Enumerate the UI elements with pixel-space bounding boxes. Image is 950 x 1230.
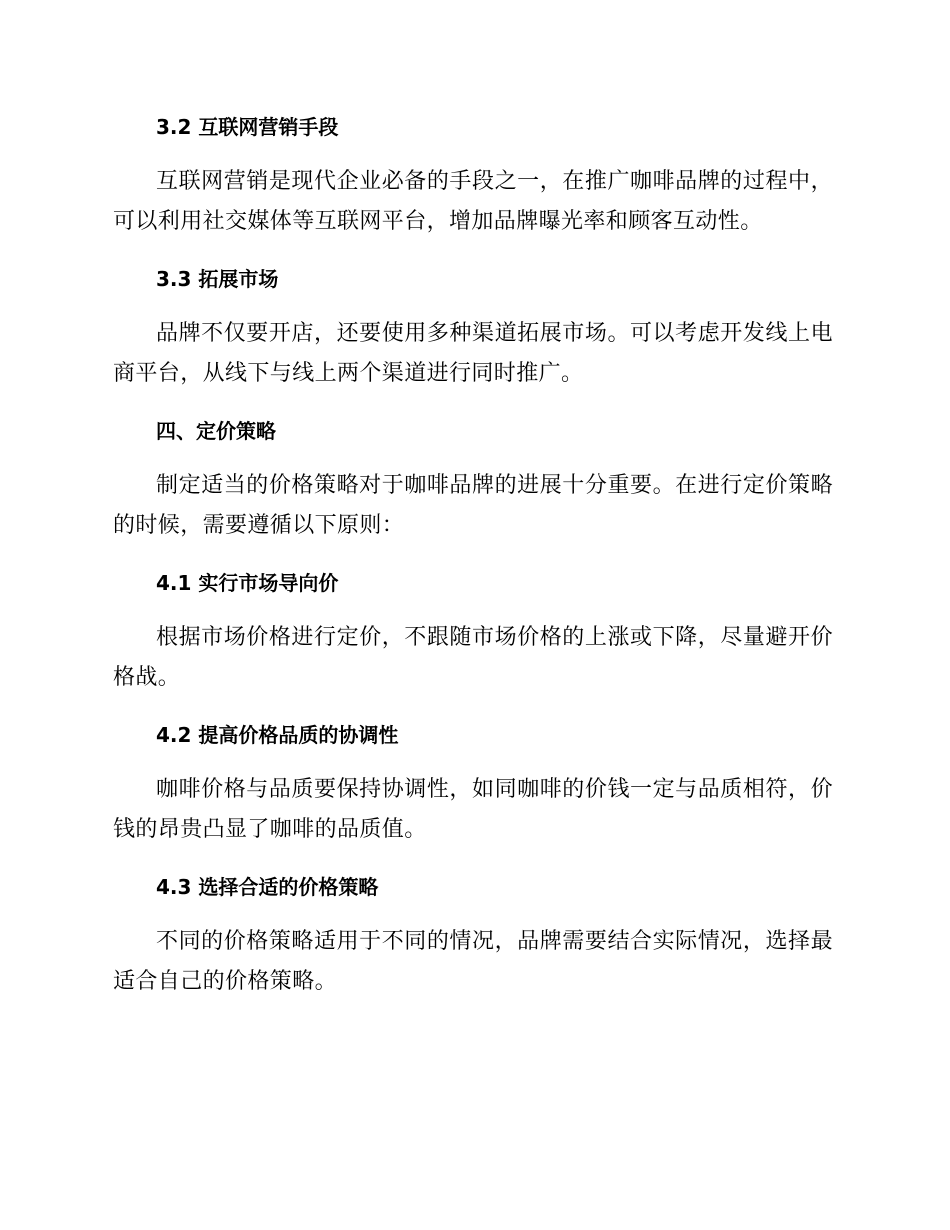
section-heading-4-3: 4.3 选择合适的价格策略 bbox=[156, 875, 379, 899]
section-paragraph-4-3: 不同的价格策略适用于不同的情况，品牌需要结合实际情况，选择最适合自己的价格策略。 bbox=[113, 929, 833, 994]
section-paragraph-4-1: 根据市场价格进行定价，不跟随市场价格的上涨或下降，尽量避开价格战。 bbox=[113, 625, 833, 690]
section-paragraph-4: 制定适当的价格策略对于咖啡品牌的进展十分重要。在进行定价策略的时候，需要遵循以下原则： bbox=[113, 473, 833, 538]
section-heading-3-3: 3.3 拓展市场 bbox=[156, 267, 279, 291]
section-heading-4: 四、定价策略 bbox=[156, 419, 276, 443]
section-paragraph-3-3: 品牌不仅要开店，还要使用多种渠道拓展市场。可以考虑开发线上电商平台，从线下与线上两个渠道进行同时推广。 bbox=[113, 321, 833, 386]
section-paragraph-3-2: 互联网营销是现代企业必备的手段之一，在推广咖啡品牌的过程中，可以利用社交媒体等互联网平台，增加品牌曝光率和顾客互动性。 bbox=[113, 169, 833, 234]
section-heading-3-2: 3.2 互联网营销手段 bbox=[156, 115, 339, 139]
section-paragraph-4-2: 咖啡价格与品质要保持协调性，如同咖啡的价钱一定与品质相符，价钱的昂贵凸显了咖啡的品质值。 bbox=[113, 777, 833, 842]
section-heading-4-1: 4.1 实行市场导向价 bbox=[156, 571, 339, 595]
section-heading-4-2: 4.2 提高价格品质的协调性 bbox=[156, 723, 399, 747]
